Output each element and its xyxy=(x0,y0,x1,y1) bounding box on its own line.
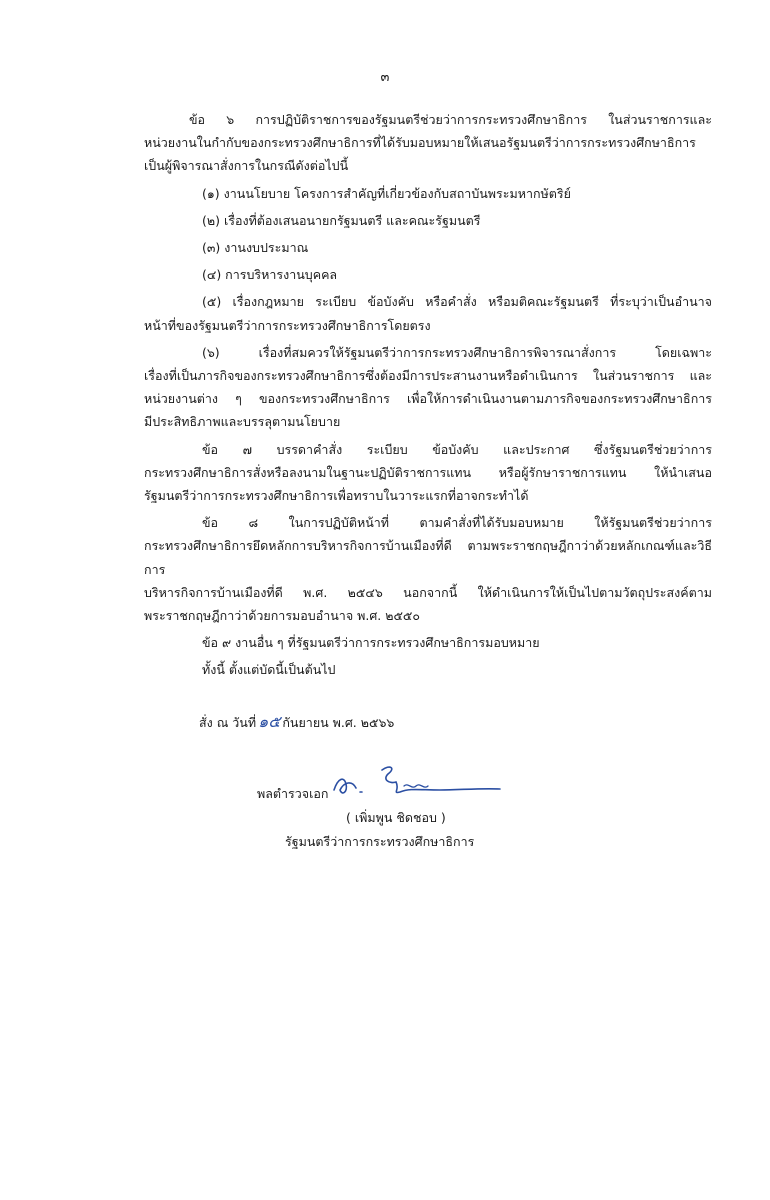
date-month-year: กันยายน พ.ศ. ๒๕๖๖ xyxy=(282,715,395,730)
handwritten-signature xyxy=(330,760,510,810)
signer-position: รัฐมนตรีว่าการกระทรวงศึกษาธิการ xyxy=(285,834,475,849)
effective-statement: ทั้งนี้ ตั้งแต่บัดนี้เป็นต้นไป xyxy=(202,662,336,678)
item-2: (๒) เรื่องที่ต้องเสนอนายกรัฐมนตรี และคณะรัฐมนตรี xyxy=(202,212,481,228)
clause-8-line-4: พระราชกฤษฎีกาว่าด้วยการมอบอำนาจ พ.ศ. ๒๕๕๐ xyxy=(144,608,420,624)
clause-8-line-2: กระทรวงศึกษาธิการยึดหลักการบริหารกิจการบ้านเมืองที่ดี ตามพระราชกฤษฎีกาว่าด้วยหลักเกณฑ์และวิธีการ xyxy=(144,538,712,577)
clause-7-line-1: ข้อ ๗ บรรดาคำสั่ง ระเบียบ ข้อบังคับ และประกาศ ซึ่งรัฐมนตรีช่วยว่าการ xyxy=(202,441,712,457)
signer-name: ( เพิ่มพูน ชิดชอบ ) xyxy=(346,810,446,825)
item-6-line-4: มีประสิทธิภาพและบรรลุตามนโยบาย xyxy=(144,414,341,430)
item-5-line-2: หน้าที่ของรัฐมนตรีว่าการกระทรวงศึกษาธิการโดยตรง xyxy=(144,317,431,333)
item-4: (๔) การบริหารงานบุคคล xyxy=(202,267,338,283)
date-day-handwritten: ๑๕ xyxy=(258,712,281,731)
clause-7-line-3: รัฐมนตรีว่าการกระทรวงศึกษาธิการเพื่อทราบในวาระแรกที่อาจกระทำได้ xyxy=(144,488,529,504)
clause-7-line-2: กระทรวงศึกษาธิการสั่งหรือลงนามในฐานะปฏิบัติราชการแทน หรือผู้รักษาราชการแทน ให้นำเสนอ xyxy=(144,464,712,480)
item-6-line-1: (๖) เรื่องที่สมควรให้รัฐมนตรีว่าการกระทรวงศึกษาธิการพิจารณาสั่งการ โดยเฉพาะ xyxy=(202,344,712,360)
clause-6-line-1: ข้อ ๖ การปฏิบัติราชการของรัฐมนตรีช่วยว่าการกระทรวงศึกษาธิการ ในส่วนราชการและ xyxy=(189,112,712,127)
signer-rank: พลตำรวจเอก xyxy=(257,786,329,801)
clause-6-line-3: เป็นผู้พิจารณาสั่งการในกรณีดังต่อไปนี้ xyxy=(144,158,349,174)
clause-6-line-2: หน่วยงานในกำกับของกระทรวงศึกษาธิการที่ได้รับมอบหมายให้เสนอรัฐมนตรีว่าการกระทรวงศึกษาธิการ xyxy=(144,135,696,151)
order-date xyxy=(199,710,394,735)
item-6-line-2: เรื่องที่เป็นภารกิจของกระทรวงศึกษาธิการซึ่งต้องมีการประสานงานหรือดำเนินการ ในส่วนราชการ และ xyxy=(144,368,712,384)
item-1: (๑) งานนโยบาย โครงการสำคัญที่เกี่ยวข้องกับสถาบันพระมหากษัตริย์ xyxy=(202,185,571,201)
item-3: (๓) งานงบประมาณ xyxy=(202,240,309,256)
clause-8-line-3: บริหารกิจการบ้านเมืองที่ดี พ.ศ. ๒๕๔๖ นอกจากนี้ ให้ดำเนินการให้เป็นไปตามวัตถุประสงค์ตาม xyxy=(144,584,712,600)
clause-8-line-1: ข้อ ๘ ในการปฏิบัติหน้าที่ ตามคำสั่งที่ได้รับมอบหมาย ให้รัฐมนตรีช่วยว่าการ xyxy=(202,515,712,531)
date-prefix: สั่ง ณ วันที่ xyxy=(199,715,257,730)
item-5-line-1: (๕) เรื่องกฎหมาย ระเบียบ ข้อบังคับ หรือคำสั่ง หรือมติคณะรัฐมนตรี ที่ระบุว่าเป็นอำนาจ xyxy=(202,294,712,310)
page-number: ๓ xyxy=(380,70,390,85)
document-body xyxy=(144,108,712,682)
item-6-line-3: หน่วยงานต่าง ๆ ของกระทรวงศึกษาธิการ เพื่อให้การดำเนินงานตามภารกิจของกระทรวงศึกษาธิการ xyxy=(144,391,712,407)
clause-9: ข้อ ๙ งานอื่น ๆ ที่รัฐมนตรีว่าการกระทรวงศึกษาธิการมอบหมาย xyxy=(202,635,540,651)
